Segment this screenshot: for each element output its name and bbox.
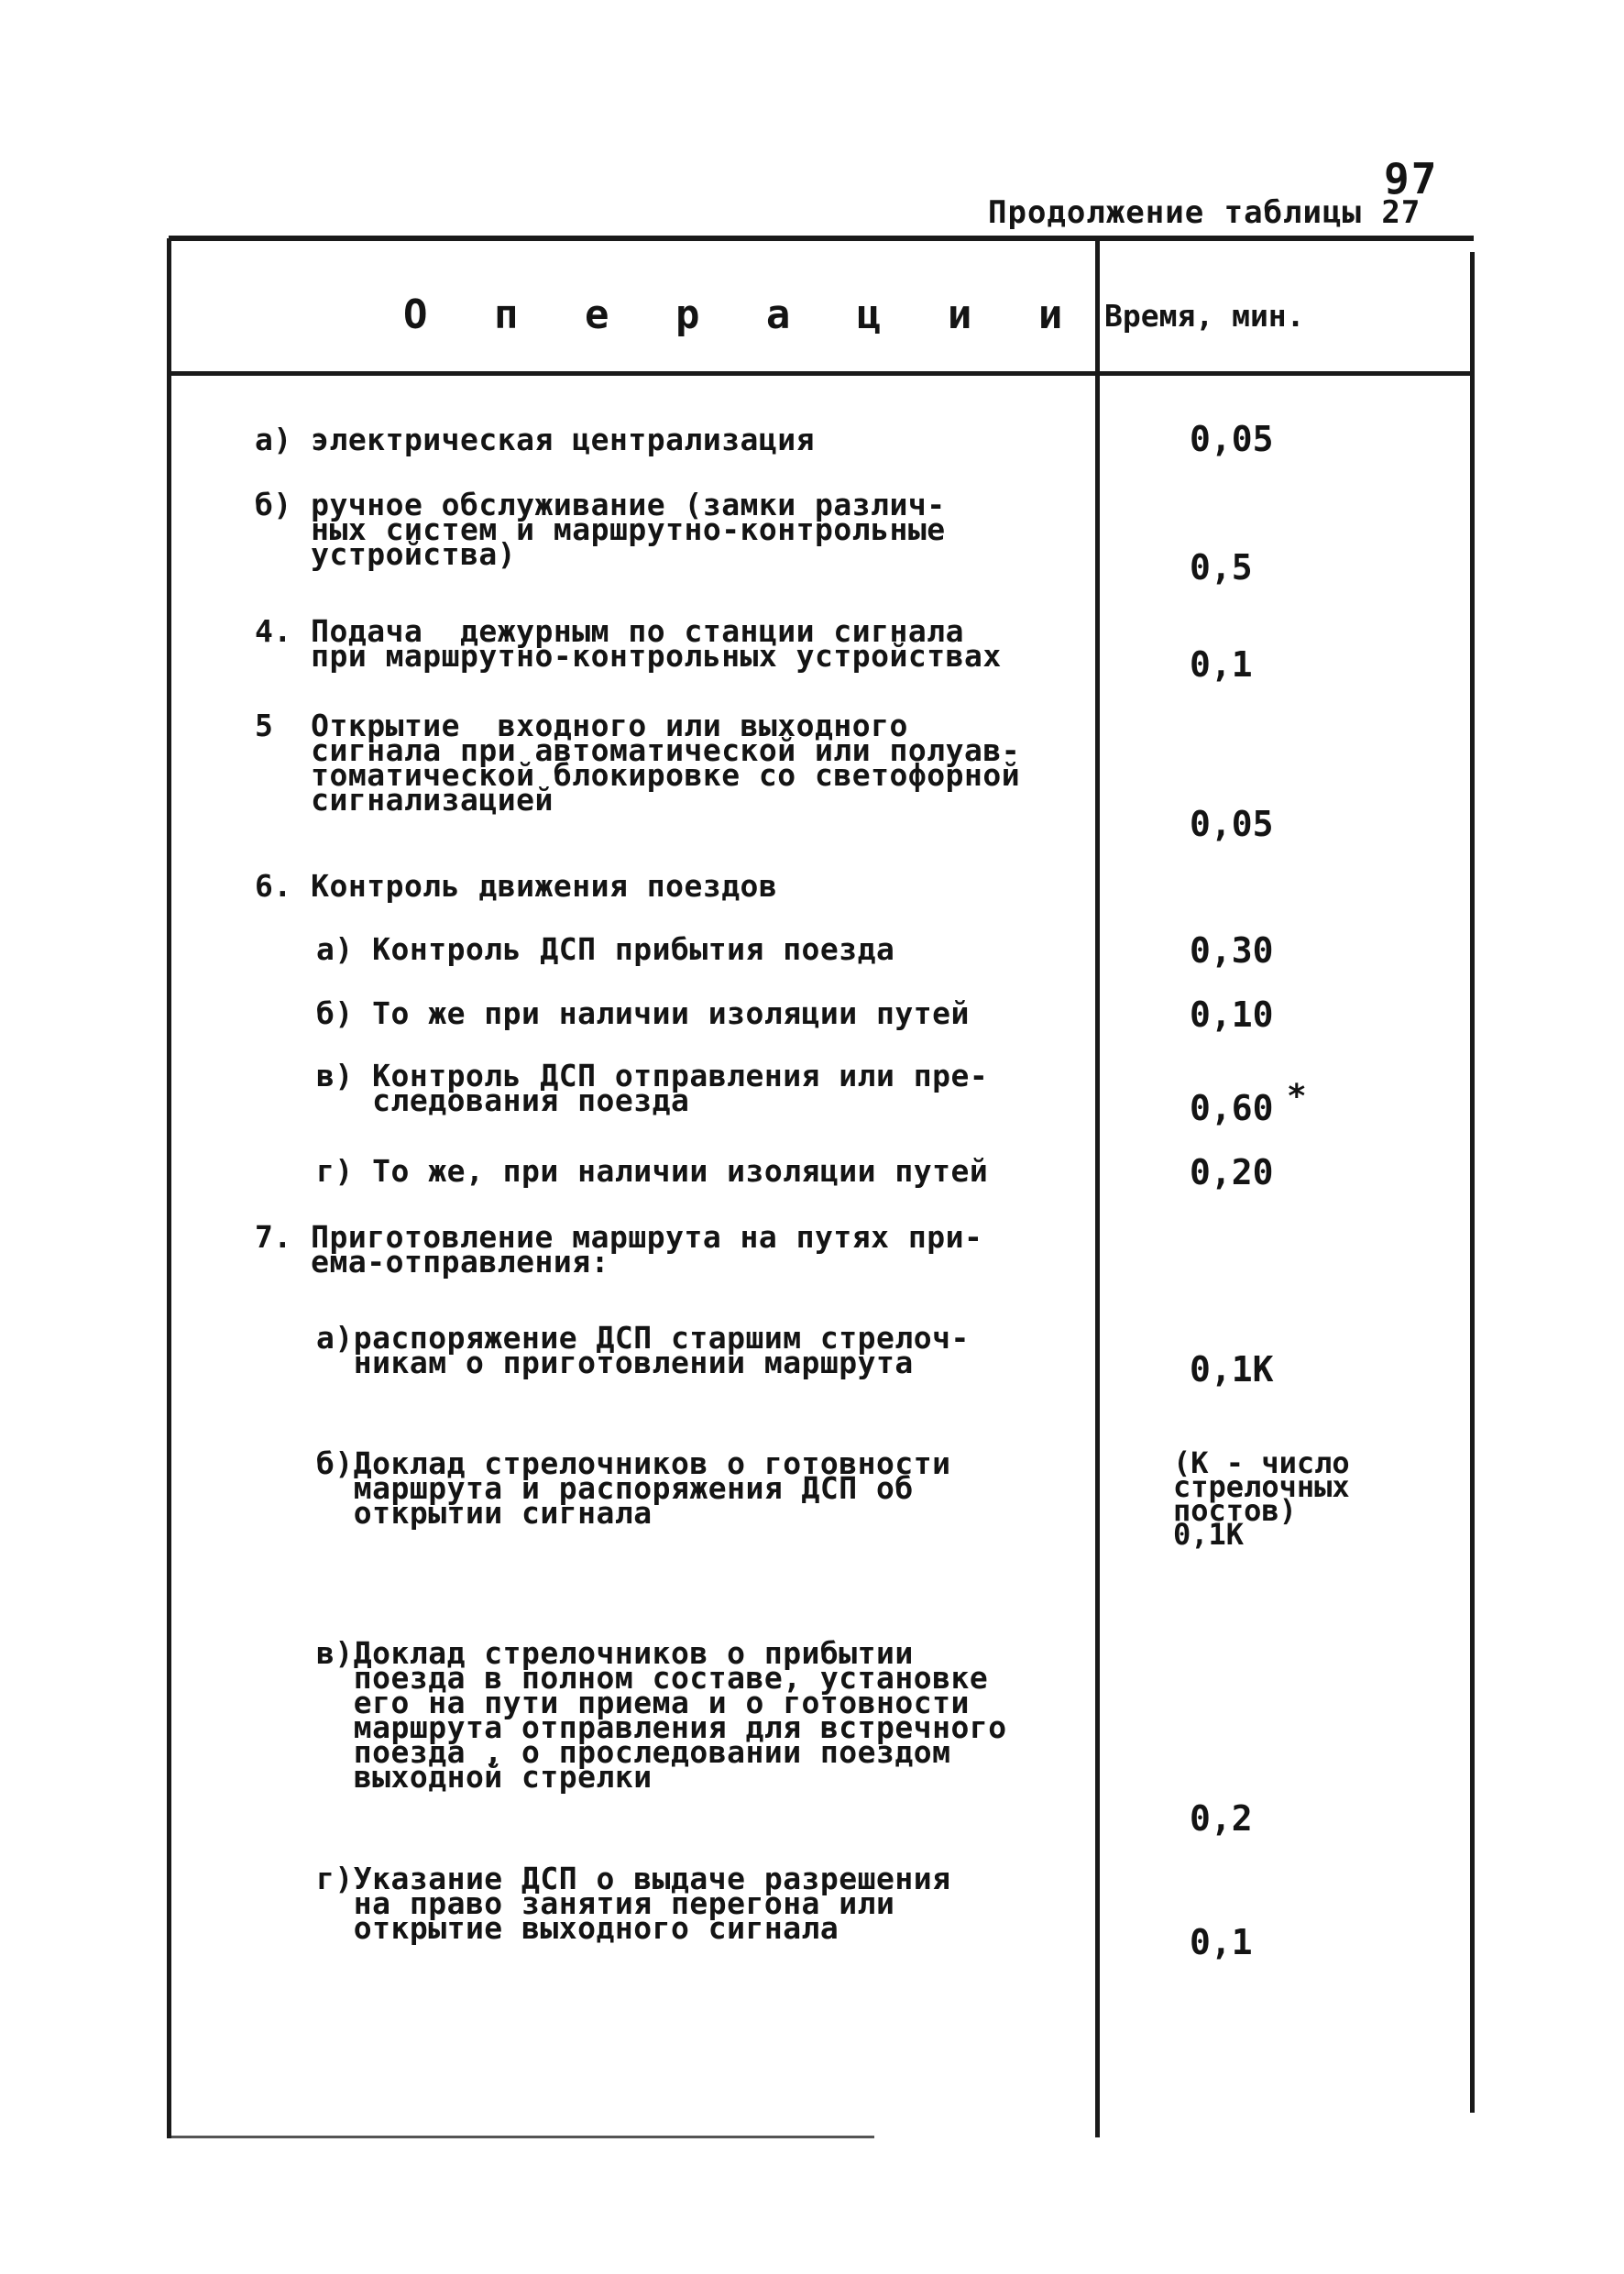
table-left-border: [167, 238, 171, 2138]
table-top-border: [169, 236, 1474, 241]
table-continuation-label: Продолжение таблицы 27: [988, 194, 1421, 231]
table-column-divider: [1095, 240, 1100, 2137]
table-row-text: а) электрическая централизация: [255, 422, 816, 457]
table-row-text: г) То же, при наличии изоляции путей: [316, 1153, 989, 1189]
table-row-text: в) Контроль ДСП отправления или пре- следования поезда: [316, 1058, 989, 1118]
table-row-time: 0,2: [1190, 1798, 1253, 1839]
table-row-time: 0,1: [1190, 644, 1253, 685]
table-row-text: г)Указание ДСП о выдаче разрешения на право занятия перегона или открытие выходного сигнала: [316, 1861, 951, 1946]
table-row-time: 0,05: [1190, 804, 1274, 844]
table-row-time: 0,1К: [1190, 1349, 1274, 1390]
table-row-text: 7. Приготовление маршрута на путях при- ема-отправления:: [255, 1219, 983, 1280]
table-row-text: 4. Подача дежурным по станции сигнала при маршрутно-контрольных устройствах: [255, 613, 1002, 674]
table-row-time: 0,30: [1190, 930, 1274, 971]
table-row-time: 0,5: [1190, 547, 1253, 588]
table-row-text: а)распоряжение ДСП старшим стрелоч- никам о приготовлении маршрута: [316, 1320, 970, 1380]
page-number: 97: [1384, 154, 1439, 203]
table-row-text: б)Доклад стрелочников о готовности маршрута и распоряжения ДСП об открытии сигнала: [316, 1445, 951, 1531]
table-row-text: б) ручное обслуживание (замки различ- ных систем и маршрутно-контрольные устройства): [255, 487, 946, 572]
table-row-text: а) Контроль ДСП прибытия поезда: [316, 931, 895, 967]
table-row-text: б) То же при наличии изоляции путей: [316, 995, 970, 1031]
table-row-text: в)Доклад стрелочников о прибытии поезда в полном составе, установке его на пути приема и о готовности маршрута отправления для встречного поезда , о проследовании поездом выходной стрелки: [316, 1635, 1007, 1795]
table-row-time: 0,1: [1190, 1922, 1253, 1962]
table-row-text: 6. Контроль движения поездов: [255, 868, 778, 904]
table-row-time: 0,60: [1190, 1088, 1274, 1128]
table-right-border: [1470, 252, 1475, 2113]
table-bottom-border: [169, 2136, 874, 2138]
table-header-divider: [169, 371, 1474, 376]
footnote-mark: *: [1287, 1078, 1307, 1115]
column-header-time: Время, мин.: [1104, 298, 1305, 334]
table-row-time: (К - число стрелочных постов) 0,1К: [1173, 1445, 1350, 1552]
table-row-time: 0,10: [1190, 994, 1274, 1035]
table-row-time: 0,05: [1190, 419, 1274, 459]
table-row-time: 0,20: [1190, 1152, 1274, 1192]
table-row-text: 5 Открытие входного или выходного сигнала при автоматической или полуав- томатической блокировке со светофорной сигнализацией: [255, 708, 1021, 818]
column-header-operations: О п е р а ц и и: [403, 291, 1084, 338]
